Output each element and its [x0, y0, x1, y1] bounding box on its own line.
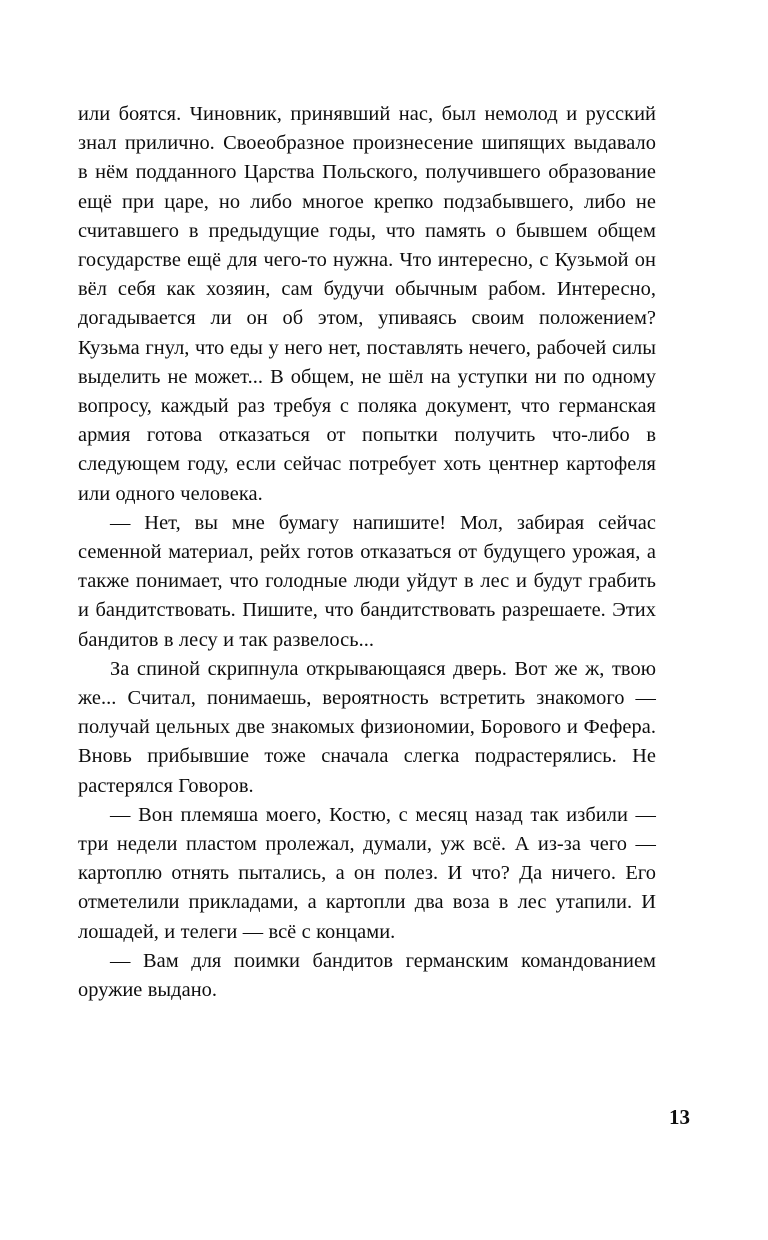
page-text-body — [78, 100, 656, 1005]
paragraph: — Вам для поимки бандитов германским командованием оружие выдано. — [78, 949, 656, 1002]
paragraph: — Нет, вы мне бумагу напишите! Мол, забирая сейчас семенной материал, рейх готов отказаться от будущего урожая, а также понимает, что голодные люди уйдут в лес и будут грабить и бандитствовать. Пишите, что бандитствовать разрешаете. Этих бандитов в лесу и так развелось... — [78, 511, 656, 651]
paragraph: или боятся. Чиновник, принявший нас, был немолод и русский знал прилично. Своеобразное произнесение шипящих выдавало в нём подданного Царства Польского, получившего образование ещё при царе, но либо многое крепко подзабывшего, либо не считавшего в предыдущие годы, что память о бывшем общем государстве ещё для чего-то нужна. Что интересно, с Кузьмой он вёл себя как хозяин, сам будучи обычным рабом. Интересно, догадывается ли он об этом, упиваясь своим положением? Кузьма гнул, что еды у него нет, поставлять нечего, рабочей силы выделить не может... В общем, не шёл на уступки ни по одному вопросу, каждый раз требуя с поляка документ, что германская армия готова отказаться от попытки получить что-либо в следующем году, если сейчас потребует хоть центнер картофеля или одного человека. — [78, 103, 656, 505]
page-number: 13 — [669, 1105, 690, 1129]
paragraph: — Вон племяша моего, Костю, с месяц назад так избили — три недели пластом пролежал, думали, уж всё. А из-за чего — картоплю отнять пытались, а он полез. И что? Да ничего. Его отметелили прикладами, а картопли два воза в лес утапили. И лошадей, и телеги — всё с концами. — [78, 803, 656, 943]
paragraph: За спиной скрипнула открывающаяся дверь. Вот же ж, твою же... Считал, понимаешь, вероятность встретить знакомого — получай цельных две знакомых физиономии, Борового и Фефера. Вновь прибывшие тоже сначала слегка подрастерялись. Не растерялся Говоров. — [78, 657, 656, 797]
